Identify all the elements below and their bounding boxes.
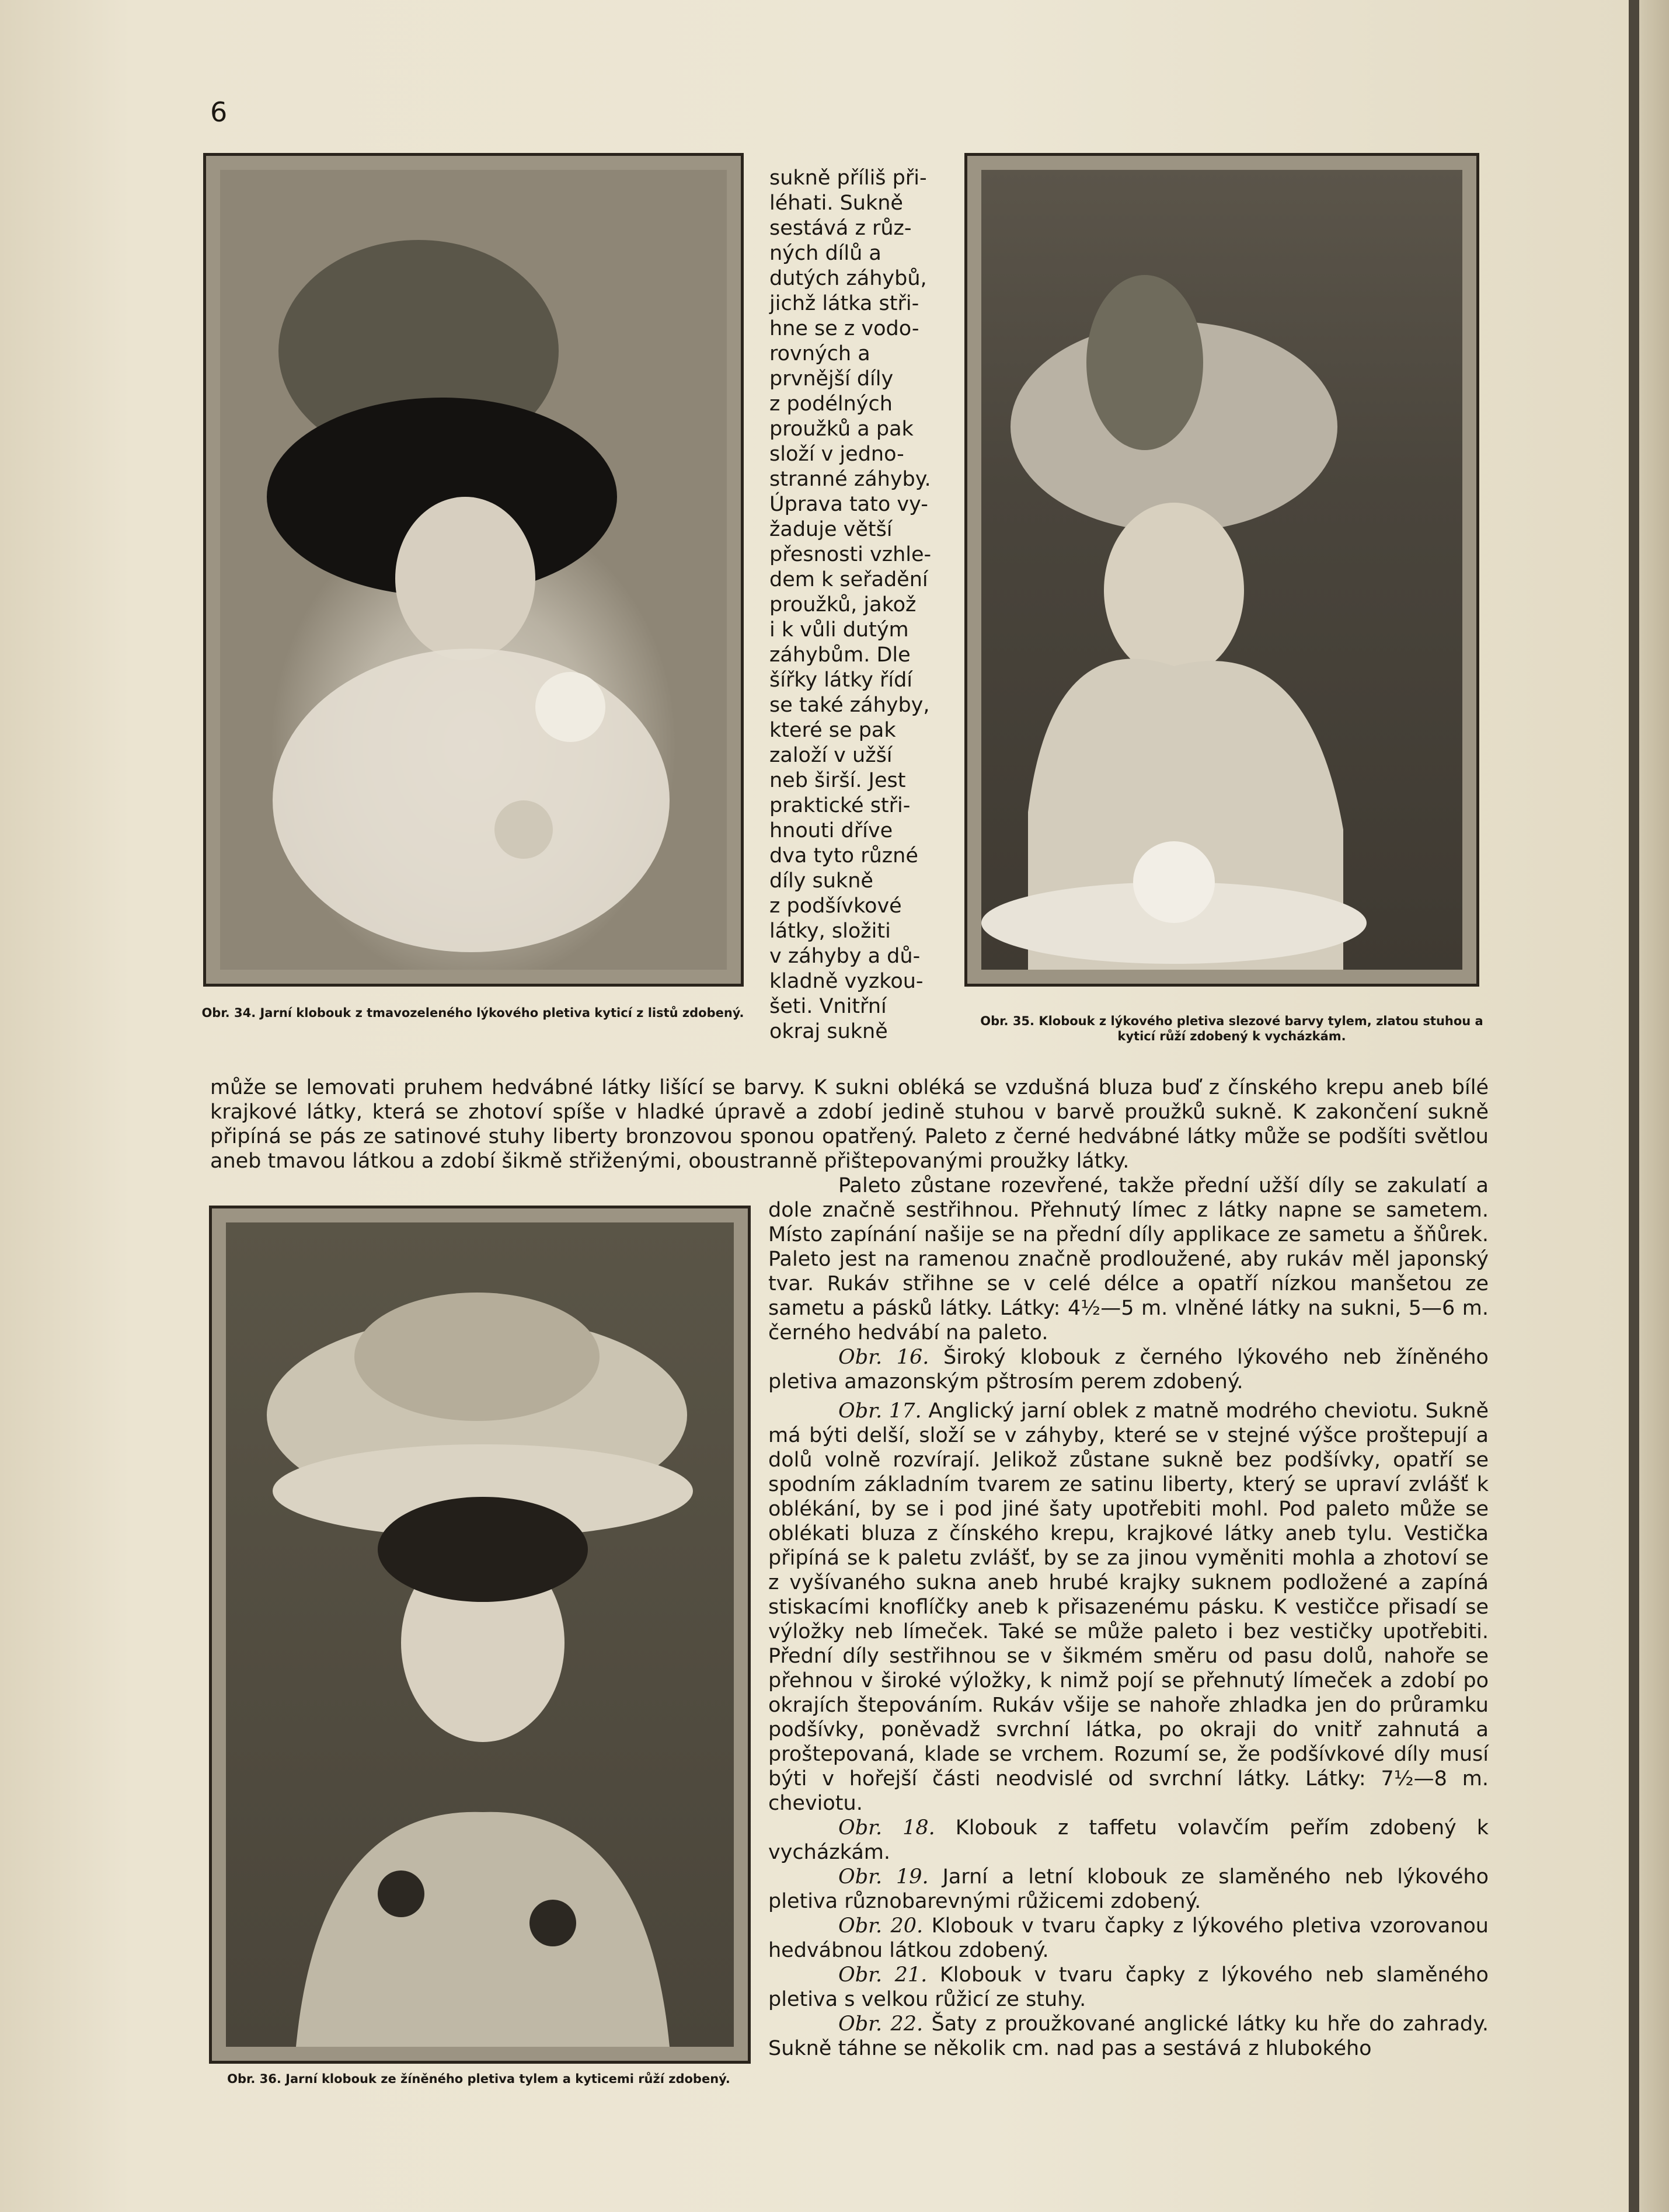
text-line: Úprava tato vy- <box>769 493 928 516</box>
text-line: proužků, jakož <box>769 593 917 616</box>
portrait-illustration-36 <box>226 1222 734 2047</box>
text-line: hne se z vodo- <box>769 317 919 340</box>
portrait-illustration-34 <box>220 170 727 970</box>
text-line: žaduje větší <box>769 518 893 541</box>
text-line: v záhyby a dů- <box>769 945 921 968</box>
paragraph-text: Klobouk z taffetu volavčím peřím zdobený k vycházkám. <box>768 1816 1489 1864</box>
page-number: 6 <box>210 96 228 128</box>
paragraph-text: Klobouk v tvaru čapky z lýkového pletiva vzorovanou hedvábnou látkou zdobený. <box>768 1914 1489 1962</box>
figure-reference: Obr. 20. <box>838 1914 924 1938</box>
text-line: ných dílů a <box>769 242 881 265</box>
text-line: proužků a pak <box>769 417 914 441</box>
photo-fig-35 <box>964 153 1479 987</box>
full-width-paragraph: může se lemovati pruhem hedvábné látky lišící se barvy. K sukni obléká se vzdušná bluza buď z čínského krepu aneb bílé krajkové látky, která se zhotoví spíše v hladké úpravě a zdobí jedině stuhou v barvě proužků sukně. K zakončení sukně připíná se pás ze satinové stuhy liberty bronzovou sponou opatřený. Paleto z černé hedvábné látky může se podšíti světlou aneb tmavou látkou a zdobí šikmě střiženými, oboustranně přištepovanými proužky látky. <box>210 1076 1489 1173</box>
paragraph <box>768 1914 1489 1963</box>
paragraph-text: Šaty z proužkované anglické látky ku hře do zahrady. Sukně táhne se několik cm. nad pas a sestává z hlubokého <box>768 2012 1489 2060</box>
text-line: z podšívkové <box>769 894 902 918</box>
text-line: se také záhyby, <box>769 694 930 717</box>
figure-reference: Obr. 22. <box>838 2012 924 2036</box>
figure-reference: Obr. 19. <box>838 1865 929 1889</box>
paragraph <box>768 1345 1489 1394</box>
figure-caption-35: Obr. 35. Klobouk z lýkového pletiva slezové barvy tylem, zlatou stuhou a kyticí růží zdobený k vycházkám. <box>980 1014 1483 1044</box>
paragraph-text: Klobouk v tvaru čapky z lýkového neb slaměného pletiva s velkou růžicí ze stuhy. <box>768 1963 1489 2011</box>
photo-fig-36 <box>209 1206 751 2064</box>
text-line: z podélných <box>769 392 893 416</box>
paragraph-text: Paleto zůstane rozevřené, takže přední užší díly se zakulatí a dole značně sestřihnou. Přehnutý límec z látky napne se sametem. Místo zapínání našije se na přední díly applikace ze sametu a šňůrek. Paleto jest na ramenou značně prodloužené, aby rukáv měl japonský tvar. Rukáv střihne se v celé délce a opatří nízkou manšetou ze sametu a pásků látky. Látky: 4½—5 m. vlněné látky na sukni, 5—6 m. černého hedvábí na paleto. <box>768 1174 1489 1344</box>
figure-reference: Obr. 18. <box>838 1816 935 1840</box>
figure-reference: Obr. 17. <box>838 1399 922 1423</box>
figure-caption-36: Obr. 36. Jarní klobouk ze žíněného pletiva tylem a kyticemi růží zdobený. <box>227 2072 730 2086</box>
text-line: šířky látky řídí <box>769 668 913 692</box>
figure-reference: Obr. 21. <box>838 1963 928 1987</box>
paragraph-text: Anglický jarní oblek z matně modrého cheviotu. Sukně má býti delší, složí se v záhyby, které se v stejné výšce proštepují a dolů volně rozvírají. Jelikož zůstane sukně bez podšívky, opatří se spodním základním tvarem ze satinu liberty, který se upraví zvlášť k oblékání, by se i pod jiné šaty upotřebiti mohl. Pod paleto může se oblékati bluza z čínského krepu, krajkové látky aneb tylu. Vestička připíná se k paletu zvlášť, by se za jinou vyměniti mohla a zhotoví se z vyšívaného sukna aneb hrubé krajky suknem podložené a zapíná stiskacími knoflíčky aneb k přisazenému pásku. K vestičce přisadí se výložky neb límeček. Také se může paleto i bez vestičky upotřebiti. Přední díly sestřihnou se v šikmém směru od pasu dolů, nahoře se přehnou v široké výložky, k nimž pojí se přehnutý límeček a zdobí po okrajích štepováním. Rukáv všije se nahoře zhladka jen do průramku podšívky, poněvadž svrchní látka, po okraji do vnitř zahnutá a proštepovaná, klade se vrchem. Rozumí se, že podšívkové díly musí býti v hořejší části neodvislé od svrchní látky. Látky: 7½—8 m. cheviotu. <box>768 1399 1489 1815</box>
text-line: dva tyto různé <box>769 844 918 868</box>
text-line: okraj sukně <box>769 1020 888 1043</box>
figure-caption-34: Obr. 34. Jarní klobouk z tmavozeleného lýkového pletiva kyticí z listů zdobený. <box>201 1006 744 1020</box>
text-line: prvnější díly <box>769 367 894 391</box>
text-line: rovných a <box>769 342 870 365</box>
paragraph <box>768 1865 1489 1914</box>
text-line: založí v užší <box>769 744 893 767</box>
photo-fig-34 <box>203 153 744 987</box>
text-line: díly sukně <box>769 869 873 893</box>
narrow-text-column <box>769 166 945 1044</box>
paragraph <box>768 2012 1489 2061</box>
paragraph <box>768 1963 1489 2012</box>
paragraph <box>768 1173 1489 1345</box>
text-line: složí v jedno- <box>769 443 904 466</box>
right-text-column <box>768 1173 1489 2061</box>
text-line: dem k seřadění <box>769 568 928 591</box>
text-line: kladně vyzkou- <box>769 970 924 993</box>
paragraph <box>768 1816 1489 1865</box>
text-line: přesnosti vzhle- <box>769 543 932 566</box>
text-line: které se pak <box>769 719 896 742</box>
text-line: hnouti dříve <box>769 819 893 842</box>
text-line: sestává z růz- <box>769 217 912 240</box>
text-line: léhati. Sukně <box>769 191 903 215</box>
text-line: záhybům. Dle <box>769 643 911 667</box>
text-line: jichž látka stři- <box>769 292 919 315</box>
text-line: šeti. Vnitřní <box>769 995 887 1018</box>
binding-edge <box>1629 0 1639 2212</box>
text-line: stranné záhyby. <box>769 468 931 491</box>
figure-reference: Obr. 16. <box>838 1346 929 1369</box>
text-line: dutých záhybů, <box>769 267 927 290</box>
text-line: i k vůli dutým <box>769 618 909 642</box>
paragraph-text: Jarní a letní klobouk ze slaměného neb lýkového pletiva různobarevnými růžicemi zdobený. <box>768 1865 1489 1913</box>
text-line: praktické stři- <box>769 794 911 817</box>
paragraph <box>768 1399 1489 1816</box>
portrait-illustration-35 <box>981 170 1462 970</box>
text-line: neb širší. Jest <box>769 769 906 792</box>
text-line: sukně příliš při- <box>769 166 927 190</box>
text-line: látky, složiti <box>769 919 891 943</box>
paragraph-text: Široký klobouk z černého lýkového neb žíněného pletiva amazonským pštrosím perem zdobený. <box>768 1346 1489 1394</box>
next-page-edge <box>1639 0 1669 2212</box>
